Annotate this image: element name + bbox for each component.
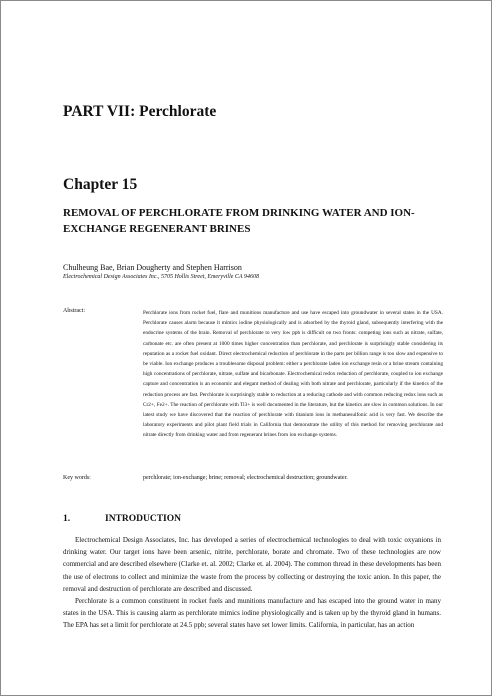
abstract-text: Perchlorate ions from rocket fuel, flare and munitions manufacture and use have escaped into groundwater in several states in the USA. Perchlorate causes alarm because it mimics iodine physiologically and is adsorbed by the thyroid gland, subsequently interfering with the endocrine systems of the brain. Removal of perchlorate to very low ppb is difficult on two fronts: competing ions such as nitrate, sulfate, carbonate etc. are often present at 1000 times higher concentration than perchlorate, and perchlorate is surprisingly stable considering its reputation as a rocket fuel oxidant. Direct electrochemical reduction of perchlorate in the parts per billion range is too slow and expensive to be viable. Ion exchange produces a troublesome disposal problem: either a perchlorate laden ion exchange resin or a brine stream containing high concentrations of perchlorate, nitrate, sulfate and bicarbonate. Electrochemical redox reduction of perchlorate, coupled to ion exchange capture and concentration is an economic and elegant method of dealing with both nitrate and perchlorate, particularly if the kinetics of the reduction process are fast. Perchlorate is surprisingly stable to reduction at a reducing cathode and with common reducing redox ions such as Cr2+, Fe2+. The reaction of perchlorate with Ti3+ is well documented in the literature, but the kinetics are slow in common solutions. In our latest study we have discovered that the reaction of perchlorate with titanium ions in methanesulfonic acid is very fast. We describe the laboratory experiments and pilot plant field trials in California that demonstrate the utility of this method for removing perchlorate and nitrate directly from drinking water and from regenerant brines from ion exchange systems. xyxy=(143,310,443,439)
section-title: INTRODUCTION xyxy=(105,514,182,524)
body-text xyxy=(63,534,441,632)
chapter-title: Chapter 15 xyxy=(63,176,138,193)
part-title: PART VII: Perchlorate xyxy=(63,103,217,120)
keywords-text: perchlorate; ion-exchange; brine; removal; electrochemical destruction; groundwater. xyxy=(143,475,348,481)
abstract-label: Abstract: xyxy=(63,308,85,314)
body-paragraph: Perchlorate is a common constituent in rocket fuels and munitions manufacture and has escaped into the ground water in many states in the USA. This is causing alarm as perchlorate mimics iodine physiologically and is taken up by the thyroid gland in humans. The EPA has set a limit for perchlorate at 24.5 ppb; several states have set lower limits. California, in particular, has an action xyxy=(63,597,441,630)
paper-title: REMOVAL OF PERCHLORATE FROM DRINKING WATER AND ION-EXCHANGE REGENERANT BRINES xyxy=(63,207,415,235)
affiliation: Electrochemical Design Associates Inc., 5705 Hollis Street, Emeryville CA 94608 xyxy=(63,274,259,280)
authors: Chulheung Bae, Brian Dougherty and Stephen Harrison xyxy=(63,263,242,272)
section-number: 1. xyxy=(63,514,71,524)
body-paragraph: Electrochemical Design Associates, Inc. has developed a series of electrochemical technologies to deal with toxic oxyanions in drinking water. Our target ions have been arsenic, nitrite, perchlorate, borate and chromate. Two of these technologies are now commercial and are described elsewhere (Clarke et. al. 2002; Clarke et. al. 2004). The common thread in these developments has been the use of electrons to collect and minimize the waste from the process by collecting or destroying the toxic anion. In this paper, the removal and destruction of perchlorate are described and discussed. xyxy=(63,536,441,593)
keywords-label: Key words: xyxy=(63,475,91,481)
